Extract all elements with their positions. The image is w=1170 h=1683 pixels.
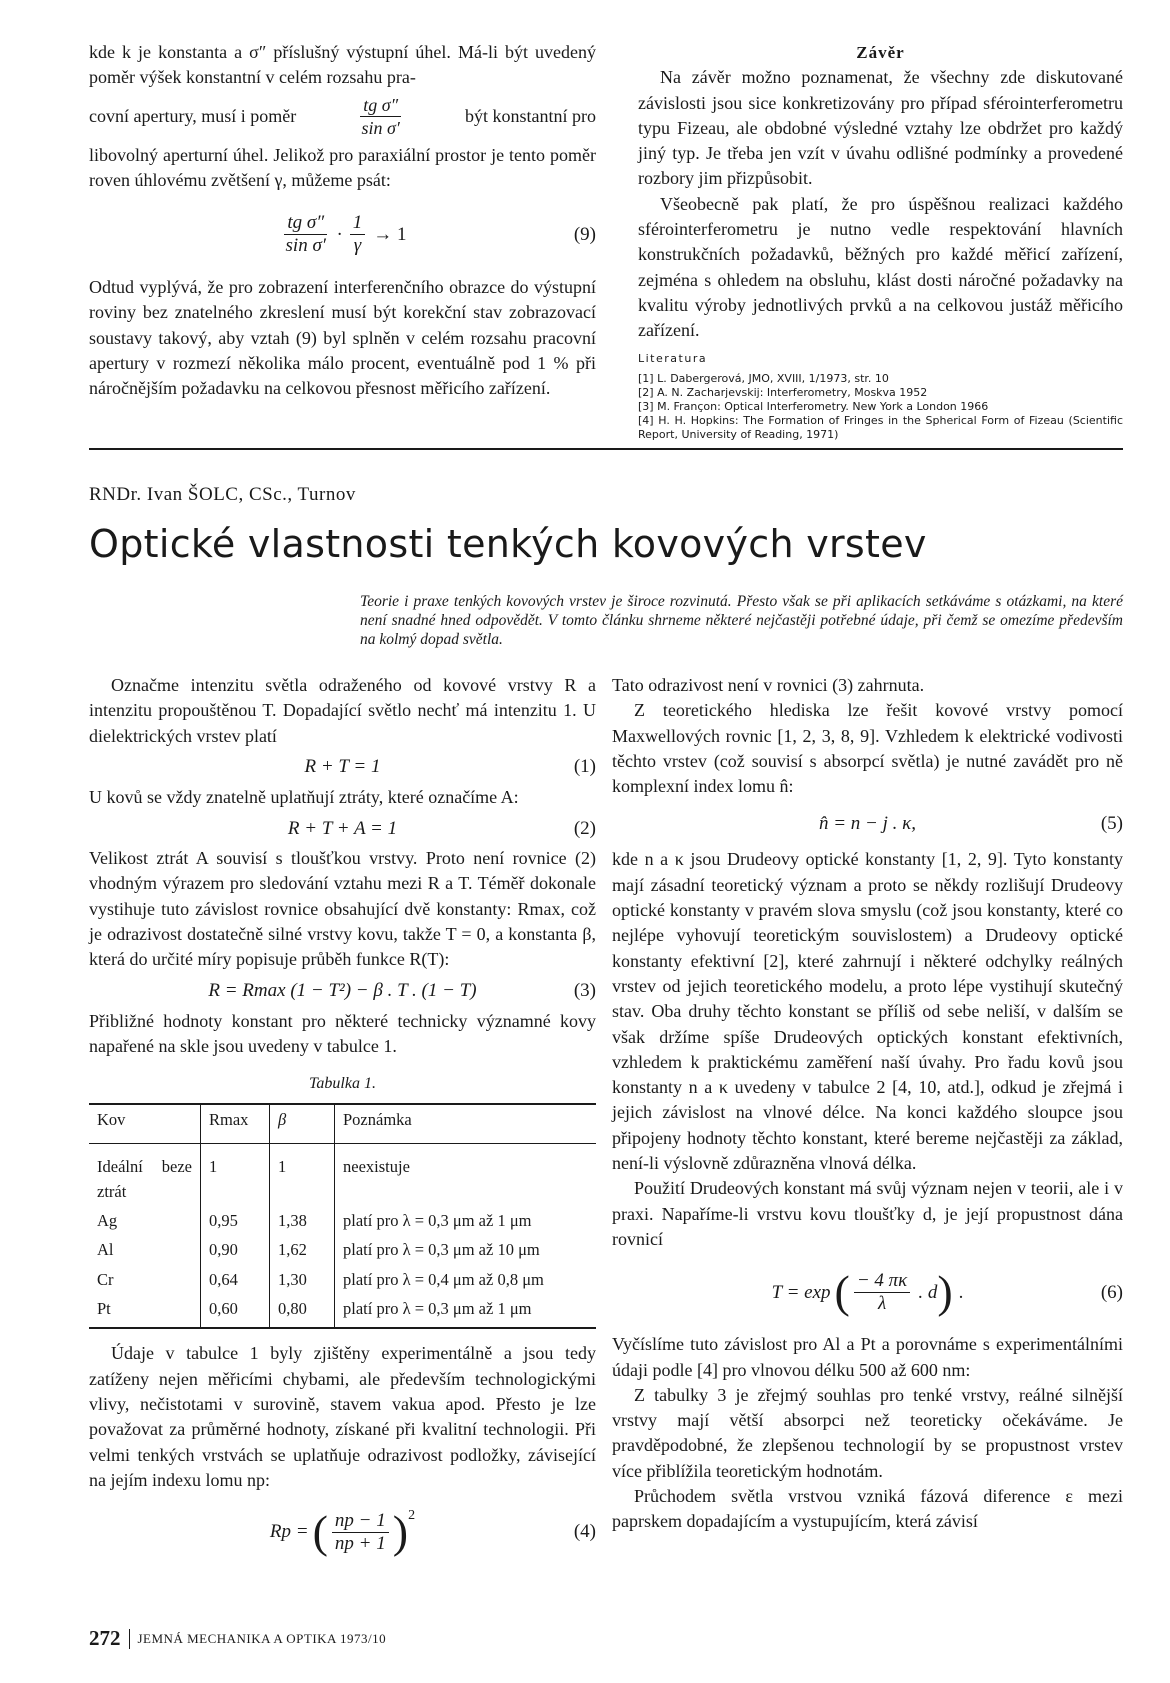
paragraph: Použití Drudeových konstant má svůj význam nejen v teorii, ale i v praxi. Napaříme-li vrstvu kovu tloušťky d, je její propustnost dána rovnicí xyxy=(612,1178,1123,1249)
equation-4: Rp = ( $\frac{np - 1}{np + 1}$ ) $^2$ (4) xyxy=(269,1506,596,1558)
inline-fraction-line: covní apertury, musí i poměr $\frac{\text{tg σ″}}{\text{sin σ′}}$ být konstantní pro xyxy=(89,95,596,139)
table-cell: 0,90 xyxy=(201,1235,270,1264)
equation-6: T = exp ( $\frac{- 4 \pi\kappa}{\lambda}$ . d ) . (6) xyxy=(771,1266,1123,1318)
table-cell: platí pro λ = 0,3 μm až 1 μm xyxy=(343,1299,532,1319)
paragraph: Z teoretického hlediska lze řešit kovové vrstvy pomocí Maxwellových rovnic [1, 2, 3, 8, 9]. Vzhledem k elektrické vodivosti těchto vrstev (což souvisí s absorpcí světla) je nutné zavádět pro ně komplexní index lomu n̂: xyxy=(612,700,1123,797)
journal-name: JEMNÁ MECHANIKA A OPTIKA 1973/10 xyxy=(137,1630,387,1646)
table-cell: 0,64 xyxy=(201,1265,270,1294)
table-cell: platí pro λ = 0,3 μm až 1 μm xyxy=(343,1211,532,1231)
page-number: 272 xyxy=(89,1626,121,1650)
table-row xyxy=(89,1143,596,1206)
paragraph: Přibližné hodnoty konstant pro některé technicky významné kovy napařené na skle jsou uvedeny v tabulce 1. xyxy=(89,1010,596,1056)
article-title: Optické vlastnosti tenkých kovových vrstev xyxy=(89,522,927,566)
left-column xyxy=(89,673,596,1571)
paragraph: Průchodem světla vrstvou vzniká fázová diference ε mezi paprskem dopadajícím a vystupujícím, která závisí xyxy=(612,1486,1123,1532)
table-cell: Ideální beze ztrát xyxy=(89,1143,201,1206)
table-row xyxy=(89,1294,596,1327)
table-cell: platí pro λ = 0,4 μm až 0,8 μm xyxy=(343,1269,544,1289)
table-row xyxy=(89,1206,596,1235)
right-column xyxy=(612,673,1123,1535)
equation-3: R = Rmax (1 − T²) − β . T . (1 − T) (3) xyxy=(89,977,596,1005)
table-1 xyxy=(89,1103,596,1330)
references xyxy=(638,352,1123,442)
table-cell: Ag xyxy=(89,1206,201,1235)
paragraph: Odtud vyplývá, že pro zobrazení interferenčního obrazce do výstupní roviny bez znatelného zkreslení musí být korekční stav zobrazovací soustavy takový, aby vztah (9) byl splněn v celém rozsahu pracovní apertury v rozmezí několika málo procent, eventuálně pod 1 % při náročnějším požadavku na celkovou přesnost měřicího zařízení. xyxy=(89,277,596,399)
paragraph: Velikost ztrát A souvisí s tloušťkou vrstvy. Proto není rovnice (2) vhodným výrazem pro sledování vztahu mezi R a T. Téměř dokonale vystihuje tuto závislost rovnice obsahující dvě konstanty: Rmax, což je odrazivost dostatečně silné vrstvy kovu, takže T = 0, a konstanta β, která do určité míry popisuje průběh funkce R(T): xyxy=(89,848,596,970)
column-header: Poznámka xyxy=(343,1109,412,1129)
reference-item: [4] H. H. Hopkins: The Formation of Fringes in the Spherical Form of Fizeau (Scientific Report, University of Reading, 1971) xyxy=(638,413,1123,441)
paragraph: Všeobecně pak platí, že pro úspěšnou realizaci každého sférointerferometru je nutno vedle respektování hlavních konstrukčních požadavků, běžných pro každé měřicí zařízení, zejména s ohledem na obsluhu, klást dosti náročné požadavky na kvalitu výroby jednotlivých prvků a na celkovou justáž měřicího zařízení. xyxy=(638,193,1123,341)
table-cell: Pt xyxy=(89,1294,201,1327)
equation-5: n̂ = n − j . κ, (5) xyxy=(612,803,1123,843)
equation-number: (9) xyxy=(573,223,596,245)
table-cell: neexistuje xyxy=(343,1156,410,1176)
table-cell: 0,60 xyxy=(201,1294,270,1327)
table-row xyxy=(89,1265,596,1294)
equation-number: (2) xyxy=(573,817,596,839)
fraction: $\frac{\text{tg σ″}}{\text{sin σ′}}$ xyxy=(361,95,400,139)
table-cell: Cr xyxy=(89,1265,201,1294)
section-heading: Závěr xyxy=(856,43,905,62)
paragraph: Označme intenzitu světla odraženého od kovové vrstvy R a intenzitu propouštěnou T. Dopadající světlo nechť má intenzitu 1. U dielektrických vrstev platí xyxy=(89,675,596,746)
table-cell: 0,95 xyxy=(201,1206,270,1235)
table-cell: 1,30 xyxy=(270,1265,335,1294)
top-left-column xyxy=(89,40,596,402)
table-cell: 1 xyxy=(270,1143,335,1206)
column-header: β xyxy=(270,1105,335,1144)
paragraph: libovolný aperturní úhel. Jelikož pro paraxiální prostor je tento poměr roven úhlovému zvětšení γ, můžeme psát: xyxy=(89,144,596,190)
table-cell: 1 xyxy=(201,1143,270,1206)
paragraph: Z tabulky 3 je zřejmý souhlas pro tenké vrstvy, reálné silnější vrstvy mají větší absorpci než teoreticky očekáváme. Je pravděpodobné, že zlepšenou technologií by se propustnost vrstev více přiblížila teoretickým hodnotám. xyxy=(612,1384,1123,1481)
literature-label: Literatura xyxy=(638,351,708,365)
table-caption: Tabulka 1. xyxy=(309,1075,376,1093)
equation-number: (5) xyxy=(1100,812,1123,834)
table-cell: 1,62 xyxy=(270,1235,335,1264)
abstract: Teorie i praxe tenkých kovových vrstev je široce rozvinutá. Přesto však se při aplikacích setkáváme s otázkami, na které není snadné hned odpovědět. V tomto článku shrneme některé nejčastěji potřebné údaje, při čemž se omezíme především na kolmý dopad světla. xyxy=(360,593,1123,648)
page-footer xyxy=(89,1626,386,1651)
paragraph: U kovů se vždy znatelně uplatňují ztráty, které označíme A: xyxy=(89,786,519,807)
equation-number: (1) xyxy=(573,756,596,778)
equation-number: (3) xyxy=(573,980,596,1002)
paragraph: Údaje v tabulce 1 byly zjištěny experimentálně a jsou tedy zatíženy nejen měřicími chybami, ale především technologickými vlivy, nečistotami v surovině, stavem vakua apod. Přesto je lze považovat za průměrné hodnoty, získané při kvalitní technologii. Při velmi tenkých vrstvách se uplatňuje odrazivost podložky, závisející na jejím indexu lomu np: xyxy=(89,1343,596,1490)
section-divider xyxy=(89,448,1123,450)
equation-number: (6) xyxy=(1100,1281,1123,1303)
equation-number: (4) xyxy=(573,1521,596,1543)
column-header: Kov xyxy=(89,1105,201,1144)
table-header-row xyxy=(89,1105,596,1144)
reference-item: [3] M. Françon: Optical Interferometry. New York a London 1966 xyxy=(638,399,989,413)
top-right-column xyxy=(638,40,1123,442)
paragraph: Na závěr možno poznamenat, že všechny zde diskutované závislosti jsou sice konkretizovány pro případ sférointerferometru typu Fizeau, ale obdobné výsledné vztahy lze obdržet pro každý jiný typ. Je třeba jen vzít v úvahu odlišné podmínky a provedené rozbory jim přizpůsobit. xyxy=(638,67,1123,189)
table-row xyxy=(89,1235,596,1264)
footer-divider xyxy=(129,1629,130,1649)
table-cell: 1,38 xyxy=(270,1206,335,1235)
reference-item: [1] L. Dabergerová, JMO, XVIII, 1/1973, str. 10 xyxy=(638,371,889,385)
equation-2: R + T + A = 1 (2) xyxy=(89,814,596,842)
author-line: RNDr. Ivan ŠOLC, CSc., Turnov xyxy=(89,484,356,505)
equation-9: $\frac{\text{tg σ″}}{\text{sin σ′}}$ · $\frac{1}{\gamma}$ → 1 (9) xyxy=(285,211,596,256)
column-header: Rmax xyxy=(201,1105,270,1144)
reference-item: [2] A. N. Zacharjevskij: Interferometry, Moskva 1952 xyxy=(638,385,928,399)
table-cell: 0,80 xyxy=(270,1294,335,1327)
table-cell: platí pro λ = 0,3 μm až 10 μm xyxy=(343,1240,540,1260)
paragraph: Tato odrazivost není v rovnici (3) zahrnuta. xyxy=(612,675,925,695)
paragraph: kde n a κ jsou Drudeovy optické konstanty [1, 2, 9]. Tyto konstanty mají zásadní teoretický význam a proto se někdy rozlišují Drudeovy optické konstanty v pravém slova smyslu (což jsou konstanty, které co nejlépe vyhovují teoretickým souvislostem) a Drudeovy optické konstanty efektivní [2], které zahrnují i některé odchylky reálných vrstev od jejich teoretického modelu, a proto lépe vystihují skutečný stav. Oba druhy těchto konstant se příliš od sebe neliší, v dalším se však držíme spíše Drudeových optických konstant efektivních, vzhledem k praktickému zaměření naší úvahy. Pro řadu kovů jsou konstanty n a κ uvedeny v tabulce 2 [4, 10, atd.], odkud je zřejmá i jejich závislost na vlnové délce. Na konci každého sloupce jsou připojeny hodnoty těchto konstant, které bereme nejčastěji za základ, není-li výslovně zdůrazněna vlnová délka. xyxy=(612,849,1123,1174)
equation-1: R + T = 1 (1) xyxy=(89,753,596,781)
paragraph: Vyčíslíme tuto závislost pro Al a Pt a porovnáme s experimentálními údaji podle [4] pro vlnovou délku 500 až 600 nm: xyxy=(612,1334,1123,1380)
paragraph: kde k je konstanta a σ″ příslušný výstupní úhel. Má-li být uvedený poměr výšek konstantní v celém rozsahu pra- xyxy=(89,42,596,88)
table-cell: Al xyxy=(89,1235,201,1264)
